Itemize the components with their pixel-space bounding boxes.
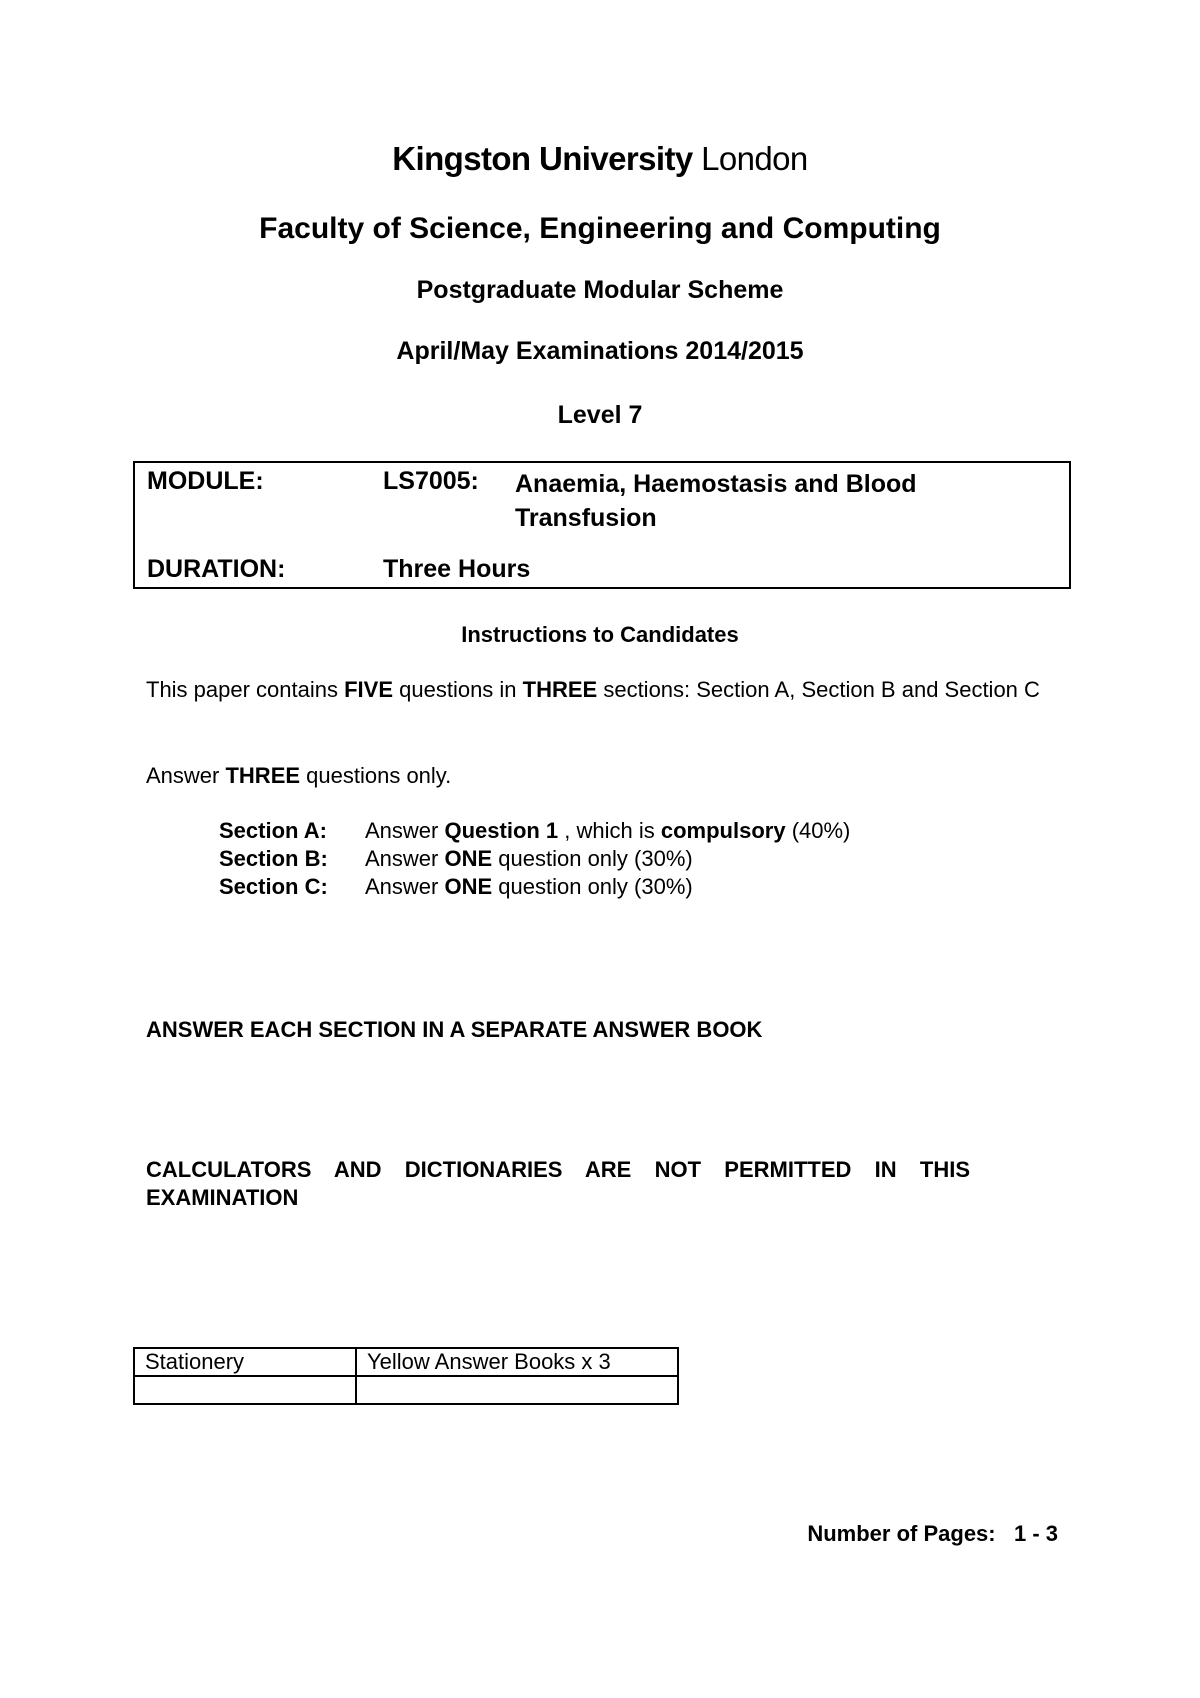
faculty-heading: Faculty of Science, Engineering and Computing xyxy=(259,212,941,245)
stationery-table xyxy=(133,1347,679,1405)
empty-cell xyxy=(356,1376,678,1404)
paper-text: sections: Section A, Section B and Section C xyxy=(597,677,1040,702)
separate-book-notice: ANSWER EACH SECTION IN A SEPARATE ANSWER BOOK xyxy=(146,1017,763,1042)
section-instruction: Answer ONE question only (30%) xyxy=(365,846,693,871)
table-row xyxy=(134,1348,678,1376)
logo-city: London xyxy=(701,140,808,177)
stationery-value: Yellow Answer Books x 3 xyxy=(356,1348,678,1376)
module-code: LS7005: xyxy=(383,467,479,495)
question-count: FIVE xyxy=(344,677,394,702)
paper-text: questions in xyxy=(393,677,523,702)
logo-name: Kingston University xyxy=(392,140,693,177)
exam-session-heading: April/May Examinations 2014/2015 xyxy=(396,337,804,365)
level-heading: Level 7 xyxy=(557,401,643,429)
module-title: Anaemia, Haemostasis and Blood Transfusion xyxy=(515,470,917,532)
paper-text: This paper contains xyxy=(146,677,345,702)
table-row xyxy=(134,1376,678,1404)
stationery-label: Stationery xyxy=(134,1348,356,1376)
answer-count: THREE xyxy=(225,763,301,788)
duration-value: Three Hours xyxy=(383,555,531,583)
section-instruction: Answer Question 1 , which is compulsory (40%) xyxy=(365,818,851,843)
page-count xyxy=(807,1521,1058,1547)
instructions-title: Instructions to Candidates xyxy=(461,622,739,647)
paper-contents-paragraph xyxy=(146,676,1046,704)
section-label: Section B: xyxy=(219,846,328,871)
section-label: Section A: xyxy=(219,818,327,843)
university-logo xyxy=(0,140,1200,178)
section-label: Section C: xyxy=(219,874,328,899)
empty-cell xyxy=(134,1376,356,1404)
section-count: THREE xyxy=(522,677,598,702)
duration-label: DURATION: xyxy=(147,555,286,583)
module-label: MODULE: xyxy=(147,467,264,495)
answer-text: Answer xyxy=(146,763,226,788)
module-info-box xyxy=(133,461,1071,589)
page-count-value: 1 - 3 xyxy=(1013,1521,1058,1546)
calculators-notice: CALCULATORS AND DICTIONARIES ARE NOT PERMITTED IN THIS EXAMINATION xyxy=(146,1157,970,1210)
page-count-label: Number of Pages: xyxy=(807,1521,996,1546)
section-instruction: Answer ONE question only (30%) xyxy=(365,874,693,899)
scheme-heading: Postgraduate Modular Scheme xyxy=(416,276,784,304)
answer-text: questions only. xyxy=(300,763,452,788)
answer-count-paragraph xyxy=(146,762,1046,790)
